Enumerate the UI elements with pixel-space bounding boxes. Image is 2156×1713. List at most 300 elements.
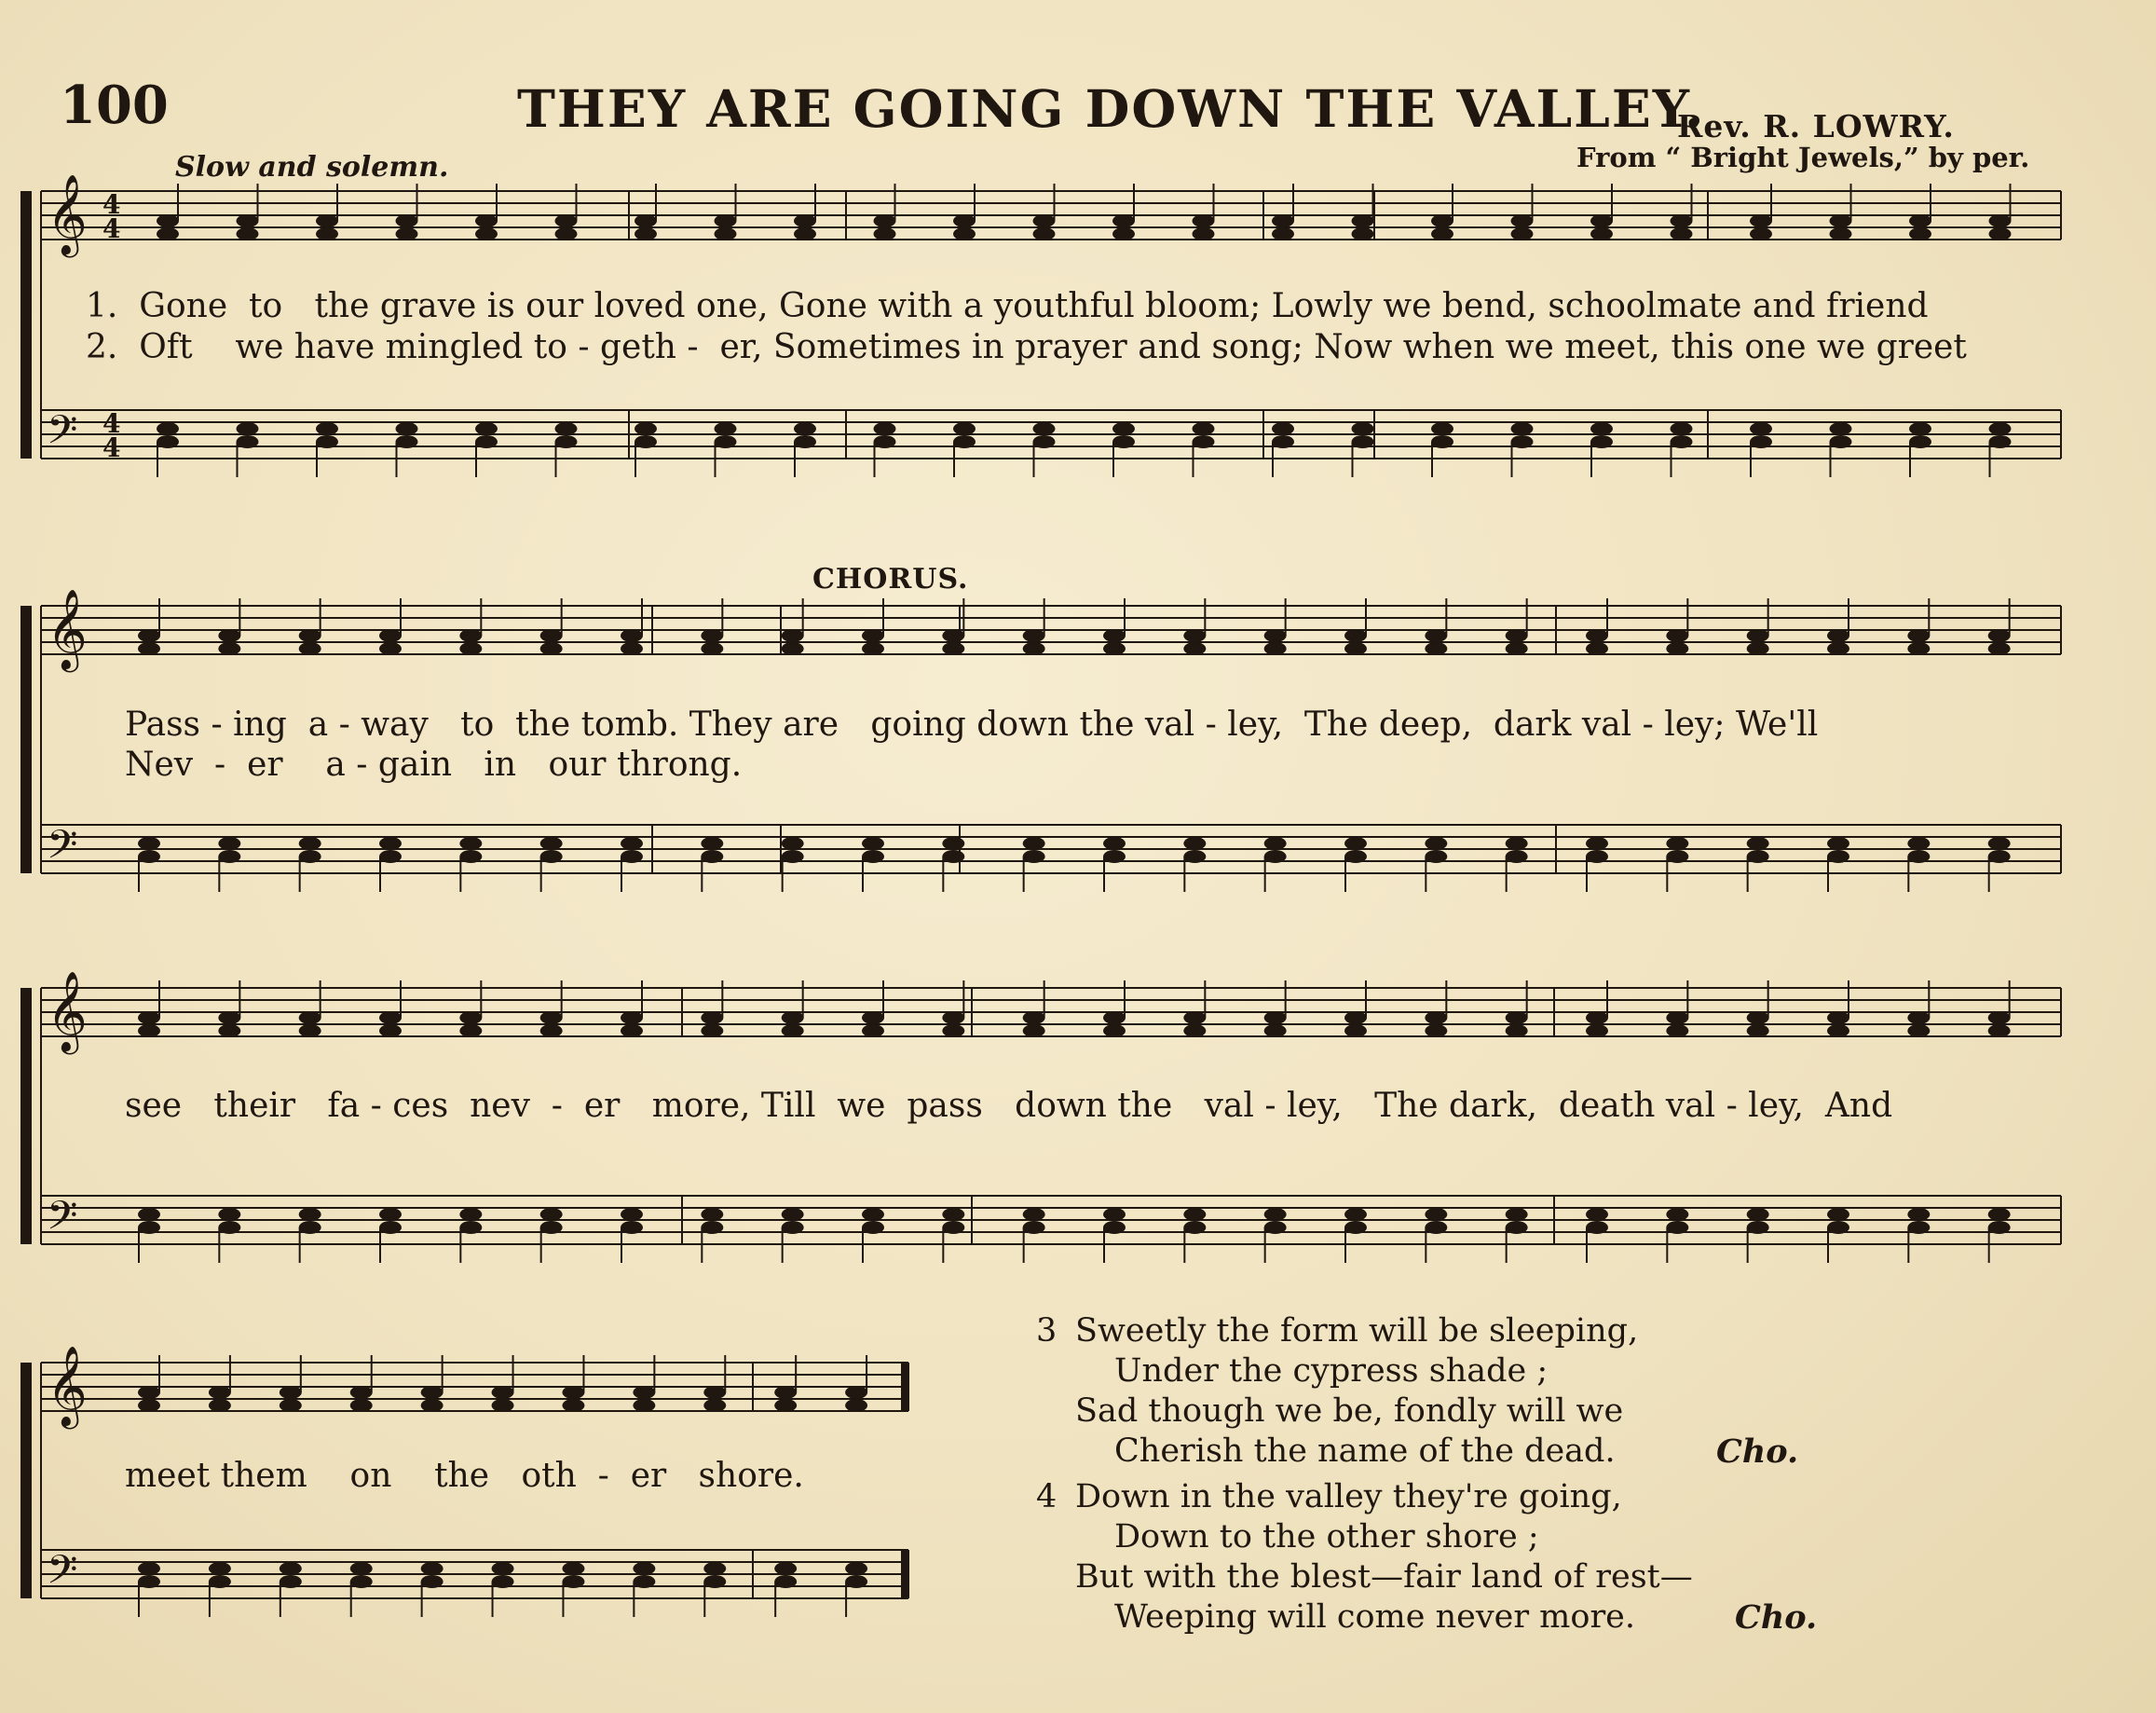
note-head — [350, 1562, 373, 1575]
note-head — [1827, 629, 1849, 642]
time-signature: 4 — [102, 432, 121, 463]
note-head — [459, 1208, 482, 1221]
note-head — [1671, 422, 1693, 435]
note-head — [621, 1221, 643, 1234]
note-head — [540, 1011, 563, 1024]
note-head — [1506, 629, 1528, 642]
note-head — [701, 1024, 723, 1037]
note-head — [1112, 227, 1135, 240]
note-head — [1586, 1024, 1608, 1037]
note-head — [299, 1208, 321, 1221]
source-credit: From “ Bright Jewels,” by per. — [1576, 142, 2030, 173]
note-head — [1830, 214, 1852, 227]
note-head — [379, 850, 402, 863]
note-head — [209, 1399, 231, 1412]
system-brace — [20, 1363, 32, 1598]
note-head — [1344, 1208, 1367, 1221]
note-head — [316, 422, 338, 435]
note-head — [1425, 1208, 1447, 1221]
note-head — [218, 642, 240, 655]
lyrics-system4-line1: meet them on the oth - er shore. — [125, 1457, 804, 1495]
note-head — [218, 1011, 240, 1024]
note-head — [138, 1386, 160, 1399]
note-head — [138, 1024, 160, 1037]
note-head — [635, 227, 657, 240]
note-head — [562, 1399, 584, 1412]
note-head — [237, 214, 259, 227]
note-head — [1506, 1208, 1528, 1221]
note-head — [1264, 1221, 1287, 1234]
note-head — [1344, 1024, 1367, 1037]
note-head — [621, 629, 643, 642]
note-head — [1425, 1221, 1447, 1234]
note-head — [635, 214, 657, 227]
note-head — [1425, 1011, 1447, 1024]
note-head — [1590, 435, 1613, 448]
note-head — [633, 1386, 655, 1399]
note-head — [1344, 1221, 1367, 1234]
note-head — [555, 214, 578, 227]
note-head — [237, 227, 259, 240]
note-head — [459, 1011, 482, 1024]
note-head — [1988, 837, 2011, 850]
note-head — [942, 837, 964, 850]
note-head — [1431, 422, 1453, 435]
note-head — [1671, 227, 1693, 240]
note-head — [299, 1011, 321, 1024]
note-head — [794, 214, 816, 227]
note-head — [157, 422, 179, 435]
note-head — [1750, 422, 1772, 435]
note-head — [379, 642, 402, 655]
stanza-line: Cherish the name of the dead. — [1114, 1432, 1616, 1470]
bass-clef: 𝄢 — [47, 822, 78, 878]
time-signature: 4 — [102, 189, 121, 220]
note-head — [157, 227, 179, 240]
note-head — [1023, 1221, 1045, 1234]
note-head — [953, 422, 976, 435]
note-head — [1264, 629, 1287, 642]
note-head — [621, 850, 643, 863]
note-head — [237, 422, 259, 435]
note-head — [218, 1208, 240, 1221]
note-head — [209, 1562, 231, 1575]
lyrics-verse-1: 1. Gone to the grave is our loved one, Gone with a youthful bloom; Lowly we bend, schoolmate and friend — [86, 287, 1929, 325]
stanza-line: Weeping will come never more. — [1114, 1598, 1636, 1636]
note-head — [218, 850, 240, 863]
note-head — [1193, 435, 1215, 448]
note-head — [316, 214, 338, 227]
note-head — [1425, 850, 1447, 863]
note-head — [953, 214, 976, 227]
note-head — [218, 1024, 240, 1037]
note-head — [1425, 629, 1447, 642]
note-head — [1344, 629, 1367, 642]
note-head — [942, 1024, 964, 1037]
note-head — [715, 214, 737, 227]
note-head — [1023, 1208, 1045, 1221]
note-head — [782, 1221, 804, 1234]
note-head — [701, 642, 723, 655]
bass-clef: 𝄢 — [47, 1547, 78, 1603]
note-head — [1907, 1208, 1930, 1221]
note-head — [1103, 642, 1126, 655]
stanza-line: Down in the valley they're going, — [1075, 1478, 1622, 1515]
note-head — [782, 837, 804, 850]
note-head — [1193, 227, 1215, 240]
note-head — [1272, 227, 1294, 240]
note-head — [774, 1386, 797, 1399]
note-head — [782, 1208, 804, 1221]
note-head — [1666, 642, 1688, 655]
note-head — [715, 422, 737, 435]
note-head — [459, 629, 482, 642]
stanza-number: 4 — [1036, 1478, 1058, 1515]
note-head — [1988, 629, 2011, 642]
note-head — [1988, 1011, 2011, 1024]
note-head — [1183, 837, 1206, 850]
music-systems — [20, 174, 2061, 1617]
time-signature: 4 — [102, 408, 121, 439]
note-head — [1671, 435, 1693, 448]
note-head — [1511, 435, 1534, 448]
note-head — [794, 422, 816, 435]
note-head — [1344, 837, 1367, 850]
note-head — [280, 1562, 302, 1575]
note-head — [953, 227, 976, 240]
stanza-line: Down to the other shore ; — [1114, 1518, 1539, 1555]
note-head — [299, 1024, 321, 1037]
note-head — [1344, 850, 1367, 863]
note-head — [459, 1024, 482, 1037]
note-head — [1264, 837, 1287, 850]
treble-clef: 𝄞 — [47, 174, 88, 254]
note-head — [540, 1221, 563, 1234]
note-head — [562, 1386, 584, 1399]
note-head — [1511, 422, 1534, 435]
note-head — [459, 1221, 482, 1234]
note-head — [1666, 1208, 1688, 1221]
note-head — [1909, 214, 1931, 227]
note-head — [1909, 227, 1931, 240]
note-head — [1586, 837, 1608, 850]
note-head — [1907, 642, 1930, 655]
note-head — [1747, 1024, 1769, 1037]
system-brace — [20, 988, 32, 1244]
note-head — [782, 1011, 804, 1024]
note-head — [157, 214, 179, 227]
note-head — [701, 1208, 723, 1221]
note-head — [138, 1562, 160, 1575]
note-head — [1264, 1011, 1287, 1024]
note-head — [1023, 850, 1045, 863]
note-head — [1747, 1221, 1769, 1234]
note-head — [316, 227, 338, 240]
note-head — [138, 1011, 160, 1024]
page-number: 100 — [60, 75, 169, 136]
note-head — [1666, 1221, 1688, 1234]
note-head — [1431, 227, 1453, 240]
note-head — [396, 422, 418, 435]
note-head — [379, 1221, 402, 1234]
note-head — [379, 1208, 402, 1221]
lyrics-verse-2: 2. Oft we have mingled to - geth - er, Sometimes in prayer and song; Now when we meet, this one we greet — [86, 328, 1967, 366]
note-head — [845, 1575, 867, 1588]
note-head — [1747, 1208, 1769, 1221]
note-head — [633, 1575, 655, 1588]
note-head — [421, 1562, 443, 1575]
note-head — [782, 629, 804, 642]
note-head — [138, 642, 160, 655]
note-head — [1103, 629, 1126, 642]
note-head — [209, 1575, 231, 1588]
note-head — [1264, 850, 1287, 863]
note-head — [1590, 214, 1613, 227]
note-head — [1264, 1024, 1287, 1037]
system-brace — [20, 606, 32, 873]
note-head — [1666, 837, 1688, 850]
note-head — [862, 837, 884, 850]
note-head — [540, 1024, 563, 1037]
note-head — [1989, 435, 2012, 448]
stanza-number: 3 — [1036, 1312, 1058, 1350]
note-head — [715, 227, 737, 240]
note-head — [1830, 435, 1852, 448]
note-head — [1023, 1024, 1045, 1037]
note-head — [701, 1011, 723, 1024]
bass-clef: 𝄢 — [47, 1193, 78, 1249]
note-head — [350, 1386, 373, 1399]
note-head — [845, 1562, 867, 1575]
note-head — [942, 629, 964, 642]
note-head — [1352, 227, 1374, 240]
note-head — [138, 850, 160, 863]
note-head — [1590, 227, 1613, 240]
note-head — [1586, 629, 1608, 642]
note-head — [1023, 837, 1045, 850]
composer-credit: Rev. R. LOWRY. — [1677, 108, 1955, 144]
chorus-cue: Cho. — [1716, 1432, 1799, 1471]
note-head — [862, 1221, 884, 1234]
note-head — [1827, 1024, 1849, 1037]
bass-clef: 𝄢 — [47, 407, 78, 463]
note-head — [862, 1011, 884, 1024]
note-head — [280, 1575, 302, 1588]
note-head — [1907, 629, 1930, 642]
note-head — [1827, 850, 1849, 863]
note-head — [703, 1562, 726, 1575]
note-head — [1827, 1011, 1849, 1024]
stanza-line: Sad though we be, fondly will we — [1075, 1392, 1624, 1430]
note-head — [1344, 1011, 1367, 1024]
treble-clef: 𝄞 — [47, 971, 88, 1051]
note-head — [562, 1562, 584, 1575]
note-head — [1023, 642, 1045, 655]
note-head — [621, 837, 643, 850]
treble-clef: 𝄞 — [47, 1346, 88, 1426]
note-head — [299, 629, 321, 642]
note-head — [774, 1562, 797, 1575]
note-head — [1827, 1208, 1849, 1221]
note-head — [421, 1575, 443, 1588]
treble-clef: 𝄞 — [47, 589, 88, 669]
note-head — [942, 1011, 964, 1024]
note-head — [701, 837, 723, 850]
note-head — [138, 1575, 160, 1588]
note-head — [1671, 214, 1693, 227]
note-head — [299, 837, 321, 850]
note-head — [942, 1208, 964, 1221]
note-head — [1352, 422, 1374, 435]
note-head — [209, 1386, 231, 1399]
note-head — [1112, 422, 1135, 435]
stanza-line: Under the cypress shade ; — [1114, 1352, 1549, 1390]
note-head — [1666, 1011, 1688, 1024]
note-head — [1425, 837, 1447, 850]
note-head — [540, 642, 563, 655]
note-head — [1988, 1208, 2011, 1221]
note-head — [1666, 629, 1688, 642]
note-head — [782, 642, 804, 655]
note-head — [774, 1575, 797, 1588]
note-head — [794, 227, 816, 240]
note-head — [492, 1386, 514, 1399]
note-head — [280, 1399, 302, 1412]
note-head — [1907, 850, 1930, 863]
note-head — [633, 1399, 655, 1412]
note-head — [1506, 642, 1528, 655]
note-head — [1666, 1024, 1688, 1037]
note-head — [350, 1399, 373, 1412]
note-head — [1033, 214, 1056, 227]
note-head — [350, 1575, 373, 1588]
note-head — [862, 629, 884, 642]
note-head — [1431, 214, 1453, 227]
system-brace — [20, 191, 32, 459]
note-head — [1830, 422, 1852, 435]
note-head — [1264, 642, 1287, 655]
note-head — [862, 850, 884, 863]
note-head — [1103, 1208, 1126, 1221]
note-head — [555, 435, 578, 448]
note-head — [138, 1208, 160, 1221]
time-signature: 4 — [102, 213, 121, 244]
note-head — [1989, 227, 2012, 240]
note-head — [953, 435, 976, 448]
stanza-line: Sweetly the form will be sleeping, — [1075, 1312, 1639, 1350]
note-head — [1183, 850, 1206, 863]
note-head — [379, 837, 402, 850]
note-head — [396, 214, 418, 227]
note-head — [1431, 435, 1453, 448]
note-head — [299, 850, 321, 863]
note-head — [701, 850, 723, 863]
note-head — [701, 629, 723, 642]
note-head — [138, 629, 160, 642]
note-head — [138, 1221, 160, 1234]
note-head — [862, 1208, 884, 1221]
note-head — [635, 435, 657, 448]
note-head — [1747, 1011, 1769, 1024]
note-head — [1747, 629, 1769, 642]
note-head — [1511, 227, 1534, 240]
note-head — [555, 227, 578, 240]
note-head — [157, 435, 179, 448]
note-head — [862, 1024, 884, 1037]
note-head — [1827, 642, 1849, 655]
note-head — [379, 1011, 402, 1024]
note-head — [1907, 1221, 1930, 1234]
note-head — [774, 1399, 797, 1412]
note-head — [1747, 837, 1769, 850]
note-head — [1827, 837, 1849, 850]
note-head — [715, 435, 737, 448]
note-head — [1988, 1221, 2011, 1234]
note-head — [1023, 1011, 1045, 1024]
note-head — [862, 642, 884, 655]
note-head — [1272, 435, 1294, 448]
note-head — [1183, 629, 1206, 642]
note-head — [1988, 1024, 2011, 1037]
note-head — [1909, 435, 1931, 448]
note-head — [1033, 435, 1056, 448]
note-head — [492, 1575, 514, 1588]
note-head — [1033, 227, 1056, 240]
note-head — [1989, 422, 2012, 435]
note-head — [1907, 1011, 1930, 1024]
lyrics-system2-line1: Pass - ing a - way to the tomb. They are going down the val - ley, The deep, dark val - ley; We'll — [125, 706, 1819, 744]
note-head — [1747, 642, 1769, 655]
note-head — [1750, 214, 1772, 227]
note-head — [942, 642, 964, 655]
note-head — [540, 1208, 563, 1221]
note-head — [874, 435, 896, 448]
note-head — [1747, 850, 1769, 863]
note-head — [1827, 1221, 1849, 1234]
note-head — [459, 642, 482, 655]
note-head — [1988, 850, 2011, 863]
note-head — [421, 1399, 443, 1412]
hymn-title: THEY ARE GOING DOWN THE VALLEY. — [517, 78, 1705, 139]
lyrics-system3-line1: see their fa - ces nev - er more, Till we pass down the val - ley, The dark, death val - ley, And — [125, 1087, 1893, 1125]
note-head — [1989, 214, 2012, 227]
note-head — [1586, 642, 1608, 655]
note-head — [280, 1386, 302, 1399]
note-head — [1506, 1024, 1528, 1037]
note-head — [1586, 850, 1608, 863]
note-head — [1103, 1011, 1126, 1024]
note-head — [845, 1399, 867, 1412]
note-head — [782, 1024, 804, 1037]
note-head — [1183, 1208, 1206, 1221]
note-head — [1506, 837, 1528, 850]
note-head — [475, 422, 498, 435]
note-head — [1586, 1208, 1608, 1221]
note-head — [492, 1562, 514, 1575]
note-head — [540, 850, 563, 863]
note-head — [562, 1575, 584, 1588]
note-head — [299, 642, 321, 655]
note-head — [794, 435, 816, 448]
note-head — [874, 422, 896, 435]
note-head — [1183, 1221, 1206, 1234]
note-head — [1909, 422, 1931, 435]
note-head — [459, 850, 482, 863]
note-head — [396, 227, 418, 240]
note-head — [555, 422, 578, 435]
note-head — [1907, 837, 1930, 850]
note-head — [1193, 214, 1215, 227]
